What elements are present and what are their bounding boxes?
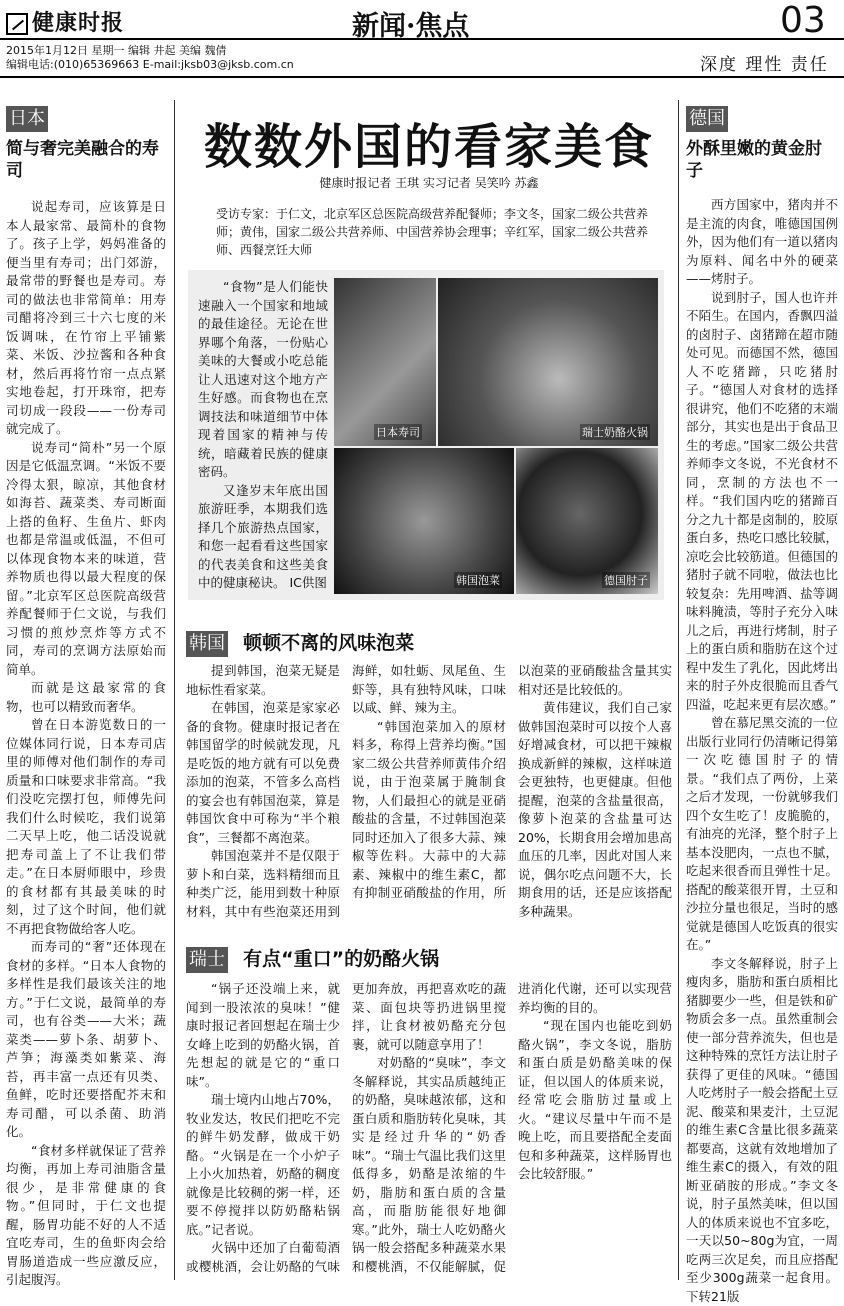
korea-header (186, 628, 666, 657)
contact-line: 编辑电话:(010)65369663 E-mail:jksb03@jksb.com.cn (6, 58, 294, 72)
japan-section (6, 106, 166, 182)
intro-para: “食物”是人们能快速融入一个国家和地域的最佳途径。无论在世界哪个角落，一份贴心美味的大餐或小吃总能让人迅速对这个地方产生好感。而食物也在烹调技法和味道细节中体现着国家的精神与传统，暗藏着民族的健康密码。 (198, 278, 328, 482)
japan-para: 说起寿司，应该算是日本人最家常、最简朴的食物了。孩子上学，妈妈准备的便当里有寿司；出门郊游，最常带的野餐也是寿司。寿司的做法也非常简单：用寿司醋将冷到三十六七度的米饭调味，在竹帘上平铺紫菜、米饭、沙拉酱和各种食材，然后再将竹帘一点点紧实地卷起，打开珠帘，把寿司切成一段段——一份寿司就完成了。 (6, 198, 166, 439)
korea-tag: 韩国 (186, 631, 228, 657)
experts-note: 受访专家：于仁文，北京军区总医院高级营养配餐师；李文冬，国家二级公共营养师；黄伟，国家二级公共营养师、中国营养协会理事；辛红军，国家二级公共营养师、西餐烹饪大师 (216, 205, 666, 259)
swiss-header (186, 944, 666, 973)
sushi-photo (334, 278, 436, 446)
korea-body (186, 662, 672, 930)
fondue-photo (438, 278, 658, 446)
swiss-heading: 有点“重口”的奶酪火锅 (243, 948, 439, 970)
germany-body (686, 196, 838, 1280)
swiss-para: 火锅中还加了白葡萄酒或樱桃酒，会让奶酪的气味更加奔放，再把喜欢吃的蔬菜、面包块等扔进锅里搅拌，让食材被奶酪充分包裹，就可以随意享用了！ (186, 980, 506, 1278)
japan-para: 而就是这最家常的食物，也可以精致而奢华。 (6, 679, 166, 716)
swiss-para: 对奶酪的“臭味”，李文冬解释说，其实品质越纯正的奶酪，臭味越浓郁，这和蛋白质和脂肪转化臭味，其实是经过升华的“奶香味”。“瑞士气温比我们这里低得多，奶酪是浓缩的牛奶，脂肪和蛋白质的含量高，而脂肪能很好地御寒。”此外，瑞士人吃奶酪火锅一般会搭配多种蔬菜水果和樱桃酒，不仅能解腻，促进消化代谢，还可以实现营养均衡的目的。 (352, 980, 672, 1278)
pork-knuckle-photo (516, 448, 658, 594)
japan-body (6, 198, 166, 1278)
japan-para: 说寿司“简朴”另一个原因是它低温烹调。“米饭不要冷得太狠，晾凉，其他食材如海苔、蔬菜类、寿司断面上搭的鱼籽、生鱼片、虾肉也都是常温或低温，不但可以体现食物本来的味道，营养物质也得以最大程度的保留。”北京军区总医院高级营养配餐师于仁文说，与我们习惯的煎炒烹炸等方式不同，寿司的烹调方法原始而简单。 (6, 439, 166, 680)
column-divider (174, 100, 175, 1280)
korea-para: 提到韩国，泡菜无疑是地标性看家菜。 (186, 662, 340, 699)
korea-para: 在韩国，泡菜是家家必备的食物。健康时报记者在韩国留学的时候就发现，凡是吃饭的地方就有可以免费添加的泡菜，不管多么高档的宴会也有韩国泡菜，算是韩国饮食中可称为“半个粮食”，三餐都不离泡菜。 (186, 699, 340, 847)
korea-heading: 顿顿不离的风味泡菜 (243, 632, 414, 654)
germany-section (686, 106, 838, 182)
swiss-para: 瑞士境内山地占70%，牧业发达，牧民们把吃不完的鲜牛奶发酵，做成干奶酪。“火锅是在一个小炉子上小火加热着，奶酪的稠度就像是比较稠的粥一样，还要不停搅拌以防奶酪粘锅底。”记者说。 (186, 1091, 340, 1239)
germany-para: 曾在慕尼黑交流的一位出版行业同行仍清晰记得第一次吃德国肘子的情景。“我们点了两份，上菜之后才发现，一份就够我们四个女生吃了！皮脆脆的，有油亮的光泽，整个肘子上基本没肥肉，一点也不腻，吃起来很香而且弹性十足。搭配的酸菜很开胃，土豆和沙拉分量也很足，当时的感觉就是德国人吃饭真的很实在。” (686, 714, 838, 955)
germany-tag: 德国 (686, 106, 728, 132)
swiss-body (186, 980, 672, 1278)
photo-caption: 韩国泡菜 (454, 572, 502, 588)
photo-caption: 德国肘子 (602, 572, 650, 588)
japan-para: “食材多样就保证了营养均衡，再加上寿司油脂含量很少，是非常健康的食物。”但同时，于仁文也提醒，肠胃功能不好的人不适宜吃寿司，生的鱼虾肉会给胃肠道造成一些应激反应，引起腹泻。 (6, 1142, 166, 1290)
germany-para: 说到肘子，国人也许并不陌生。在国内，香飘四溢的卤肘子、卤猪蹄在超市随处可见。而德国不然，德国人不吃猪蹄，只吃猪肘子。“德国人对食材的选择很讲究，他们不吃猪的末端部分，其实也是出于食品卫生的考虑。”国家二级公共营养师李文冬说，不光食材不同，烹制的方法也不一样。“我们国内吃的猪蹄百分之九十都是卤制的，胶原蛋白多，热吃口感比较腻，凉吃会比较筋道。但德国的猪肘子就不同啦，做法也比较复杂：先用啤酒、盐等调味料腌渍，等肘子充分入味儿之后，再进行烤制，肘子上的蛋白质和脂肪在这个过程中发生了乳化，因此烤出来的肘子外皮很脆而且香气四溢，吃起来更有层次感。” (686, 289, 838, 715)
info-line (6, 44, 294, 72)
swiss-tag: 瑞士 (186, 947, 228, 973)
photo-caption: 瑞士奶酪火锅 (580, 424, 650, 440)
feature-intro (198, 278, 328, 593)
germany-para: 李文冬解释说，肘子上瘦肉多，脂肪和蛋白质相比猪脚要少一些，但是铁和矿物质会多一点。虽然重制会使一部分营养流失，但也是这种特殊的烹饪方法让肘子获得了更佳的风味。“德国人吃烤肘子一般会搭配土豆泥、酸菜和果麦汁，土豆泥的维生素C含量比很多蔬菜都要高，这就有效地增加了维生素C的摄入，有效的阻断亚硝胺的形成。”李文冬说，肘子虽然美味，但以国人的体质来说也不宜多吃，一天以50~80g为宜，一周吃两三次足矣，而且应搭配至少300g蔬菜一起食用。 下转21版 (686, 955, 838, 1306)
swiss-para: “锅子还没端上来，就闻到一股浓浓的臭味！”健康时报记者回想起在瑞士少女峰上吃到的奶酪火锅，首先想起的就是它的“重口味”。 (186, 980, 340, 1091)
photo-caption: 日本寿司 (374, 424, 422, 440)
japan-tag: 日本 (6, 106, 48, 132)
page-number: 03 (780, 0, 826, 41)
korea-para: “韩国泡菜加入的原材料多，称得上营养均衡。”国家二级公共营养师黄伟介绍说，由于泡菜属于腌制食物，人们最担心的就是亚硝酸盐的含量，不过韩国泡菜同时还加入了很多大蒜、辣椒等佐料。大蒜中的大蒜素、辣椒中的维生素C，都有抑制亚硝酸盐的作用，所以泡菜的亚硝酸盐含量其实相对还是比较低的。 (352, 662, 672, 930)
korea-para: 黄伟建议，我们自己家做韩国泡菜时可以按个人喜好增减食材，可以把干辣椒换成新鲜的辣椒，这样味道会更独特，也更健康。但他提醒，泡菜的含盐量很高，像萝卜泡菜的含盐量可达20%，长期食用会增加患高血压的几率，因此对国人来说，偶尔吃点问题不大，长期食用的话，还是应该搭配多种蔬果。 (518, 699, 672, 921)
logo-emblem-icon (6, 13, 28, 35)
japan-heading: 简与奢完美融合的寿司 (6, 138, 166, 182)
kimchi-photo (334, 448, 514, 594)
japan-para: 而寿司的“奢”还体现在食材的多样。“日本人食物的多样性是我们最该关注的地方。”于仁文说，最简单的寿司，也有谷类——大米；蔬菜类——萝卜条、胡萝卜、芦笋；海藻类如紫菜、海苔，再丰富一点还有贝类、鱼鲜，吃时还要搭配芥末和寿司醋，可以杀菌、助消化。 (6, 938, 166, 1142)
byline: 健康时报记者 王琪 实习记者 吴笑吟 苏鑫 (184, 174, 674, 191)
germany-heading: 外酥里嫩的黄金肘子 (686, 138, 838, 182)
main-headline: 数数外国的看家美食 (184, 108, 674, 177)
japan-para: 曾在日本游览数日的一位媒体同行说，日本寿司店里的师傅对他们制作的寿司质量和口味要求非常高。“我们没吃完摆打包，师傅先问我们什么时候吃，我们说第二天早上吃，他二话没说就把寿司盖上了不让我们带走。”在日本厨师眼中，珍贵的食材都有其最美味的时刻，过了这个时间，他们就不再把食物做给客人吃。 (6, 716, 166, 938)
intro-para: 又逢岁末年底出国旅游旺季，本期我们选择几个旅游热点国家，和您一起看看这些国家的代表美食和这些美食中的健康秘诀。 IC供图 (198, 482, 328, 593)
swiss-para: “现在国内也能吃到奶酪火锅”，李文冬说，脂肪和蛋白质是奶酪美味的保证，但以国人的体质来说，经常吃会脂肪过量或上火。“建议尽量中午而不是晚上吃，而且要搭配全麦面包和多种蔬菜，这样肠胃也会比较舒服。” (518, 1017, 672, 1184)
korea-para: 韩国泡菜并不是仅限于萝卜和白菜，选料精细而且种类广泛，能用到数十种原材料，其中有些泡菜还用到海鲜，如牡蛎、凤尾鱼、生虾等，具有独特风味，口味以咸、鲜、辣为主。 (186, 662, 506, 930)
divider (0, 76, 844, 78)
section-title: 新闻·焦点 (352, 4, 469, 43)
germany-para: 西方国家中，猪肉并不是主流的肉食，唯德国国例外，因为他们有一道以猪肉为原料、闻名中外的硬菜——烤肘子。 (686, 196, 838, 289)
motto: 深度 理性 责任 (700, 50, 829, 75)
newspaper-logo: 健康时报 (6, 6, 124, 37)
date-line: 2015年1月12日 星期一 编辑 井起 美编 魏倩 (6, 44, 294, 58)
column-divider (678, 100, 679, 1280)
